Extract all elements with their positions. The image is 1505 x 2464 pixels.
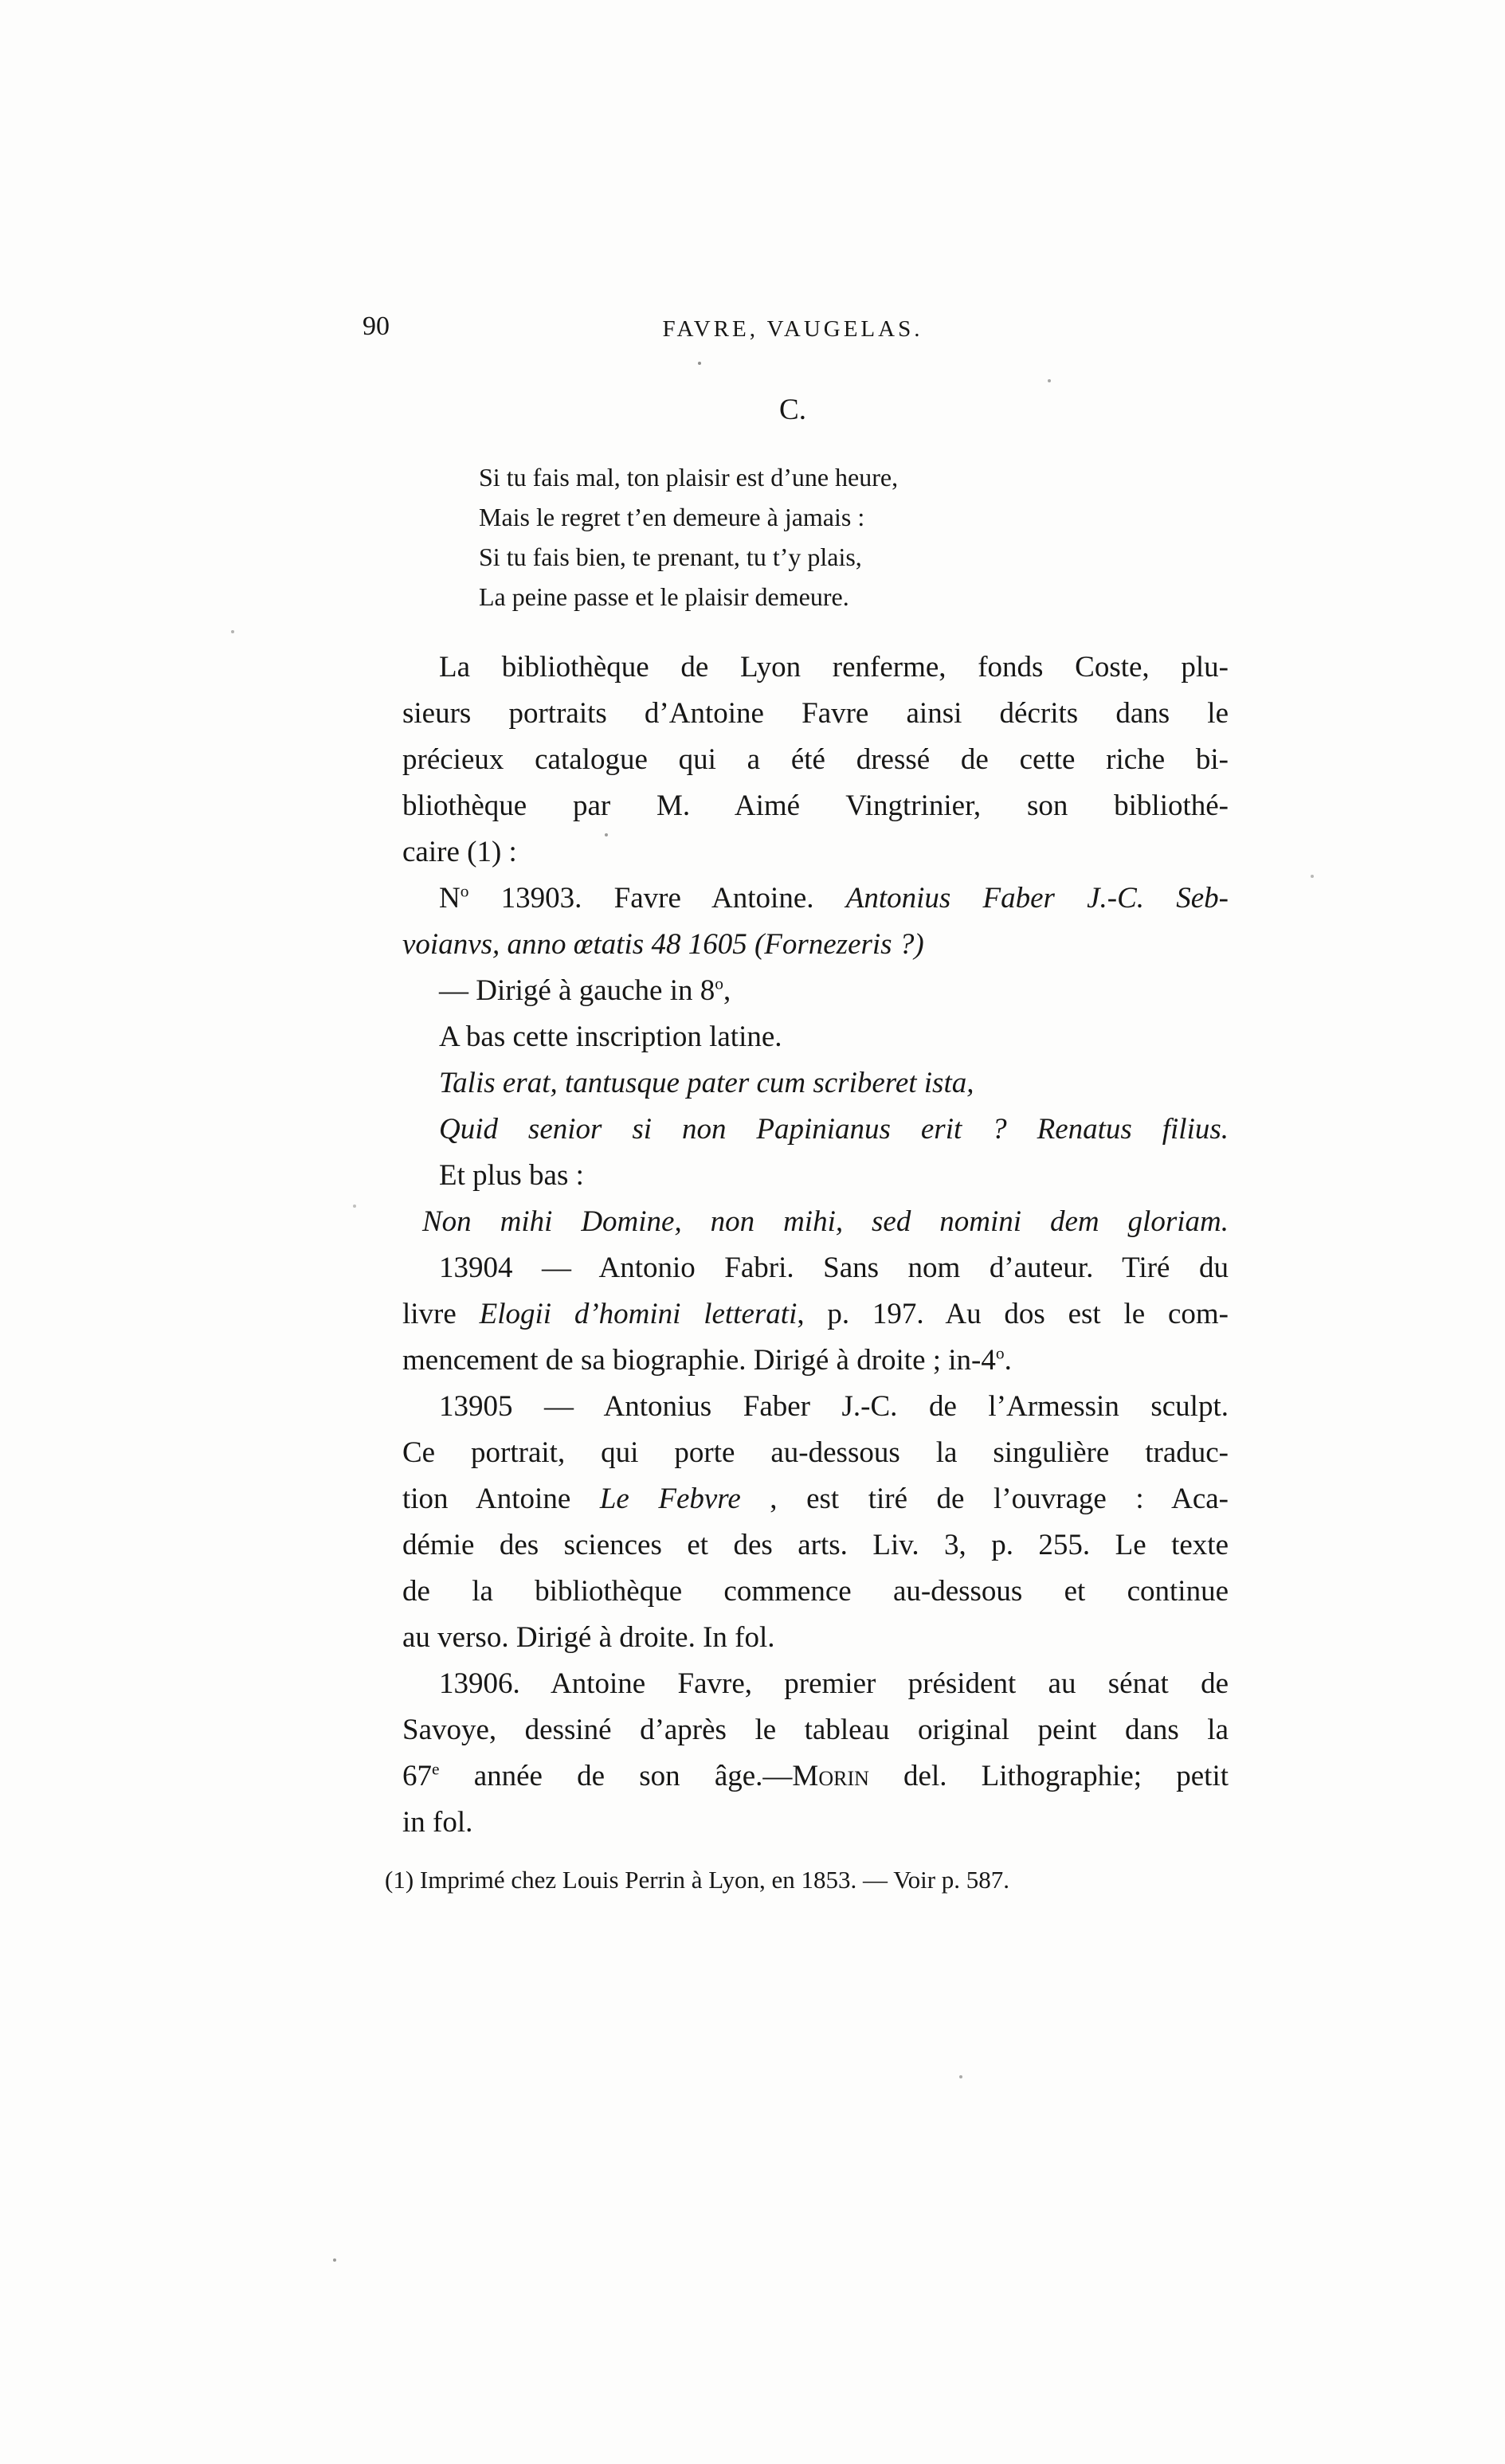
body-line bbox=[402, 1107, 1229, 1153]
body-line bbox=[402, 737, 1229, 783]
text-run: A bas cette inscription latine. bbox=[439, 1020, 782, 1053]
body-line bbox=[402, 1522, 1229, 1569]
page-number: 90 bbox=[363, 311, 390, 341]
text-run: voianvs, anno œtatis 48 1605 (Fornezeris ?) bbox=[402, 928, 924, 961]
text-run: Savoye, dessiné d’après le tableau original peint dans la bbox=[402, 1714, 1229, 1746]
text-run: — Dirigé à gauche in 8 bbox=[439, 974, 715, 1007]
poem-line: Mais le regret t’en demeure à jamais : bbox=[479, 503, 865, 531]
text-run: Morin bbox=[792, 1760, 869, 1792]
text-run: année de son âge.— bbox=[439, 1760, 793, 1792]
body-line bbox=[402, 1615, 1229, 1661]
text-run: Ce portrait, qui porte au-dessous la singulière traduc- bbox=[402, 1436, 1229, 1469]
body-line bbox=[402, 1800, 1229, 1846]
body-line bbox=[402, 1753, 1229, 1800]
text-run: au verso. Dirigé à droite. In fol. bbox=[402, 1621, 775, 1654]
body-line bbox=[402, 1476, 1229, 1522]
body-line bbox=[402, 783, 1229, 829]
body-line bbox=[402, 1569, 1229, 1615]
body-line bbox=[402, 1153, 1229, 1199]
text-run: o bbox=[715, 973, 723, 993]
body-line bbox=[402, 1430, 1229, 1476]
poem bbox=[479, 457, 898, 617]
text-run: 13905 — Antonius Faber J.-C. de l’Armessin sculpt. bbox=[439, 1390, 1229, 1423]
body-line bbox=[402, 1384, 1229, 1430]
body-line bbox=[402, 1199, 1229, 1245]
text-run: , p. 197. Au dos est le com- bbox=[797, 1298, 1229, 1330]
text-run: Quid senior si non Papinianus erit ? Renatus filius. bbox=[439, 1113, 1229, 1146]
poem-line: La peine passe et le plaisir demeure. bbox=[479, 582, 849, 611]
text-run: caire (1) : bbox=[402, 836, 517, 868]
text-run: e bbox=[432, 1759, 440, 1779]
section-letter: C. bbox=[779, 394, 806, 426]
body-line bbox=[402, 1291, 1229, 1338]
text-run: 13903. Favre Antoine. bbox=[468, 882, 846, 915]
text-run: del. Lithographie; petit bbox=[868, 1760, 1229, 1792]
text-run: o bbox=[460, 881, 469, 901]
footnote: (1) Imprimé chez Louis Perrin à Lyon, en 1853. — Voir p. 587. bbox=[385, 1866, 1010, 1894]
poem-line: Si tu fais mal, ton plaisir est d’une heure, bbox=[479, 463, 899, 492]
text-run: , est tiré de l’ouvrage : Aca- bbox=[740, 1483, 1229, 1515]
text-run: 67 bbox=[402, 1760, 432, 1792]
text-run: N bbox=[439, 882, 461, 915]
text-run: , bbox=[723, 974, 731, 1007]
body-line bbox=[402, 691, 1229, 737]
text-run: La bibliothèque de Lyon renferme, fonds Coste, plu- bbox=[439, 651, 1229, 684]
scan-speckles bbox=[0, 0, 2, 2]
body-line bbox=[402, 1707, 1229, 1753]
text-run: Le Febvre bbox=[599, 1483, 741, 1515]
running-title: FAVRE, VAUGELAS. bbox=[662, 316, 923, 342]
text-run: de la bibliothèque commence au-dessous et continue bbox=[402, 1575, 1229, 1608]
text-run: tion Antoine bbox=[402, 1483, 600, 1515]
body-line bbox=[402, 829, 1229, 876]
text-run: Et plus bas : bbox=[439, 1159, 584, 1192]
text-run: Talis erat, tantusque pater cum scriberet ista, bbox=[439, 1067, 974, 1099]
body-line bbox=[402, 644, 1229, 691]
text-run: 13904 — Antonio Fabri. Sans nom d’auteur. Tiré du bbox=[439, 1252, 1229, 1284]
text-run: bliothèque par M. Aimé Vingtrinier, son bibliothé- bbox=[402, 789, 1229, 822]
text-run: in fol. bbox=[402, 1806, 473, 1839]
text-run: Antonius Faber J.-C. Seb- bbox=[845, 882, 1229, 915]
text-run: livre bbox=[402, 1298, 480, 1330]
body-line bbox=[402, 968, 1229, 1014]
text-run: démie des sciences et des arts. Liv. 3, p. 255. Le texte bbox=[402, 1529, 1229, 1561]
text-run: précieux catalogue qui a été dressé de cette riche bi- bbox=[402, 743, 1229, 776]
body-line bbox=[402, 1245, 1229, 1291]
poem-line: Si tu fais bien, te prenant, tu t’y plais, bbox=[479, 543, 862, 571]
body-line bbox=[402, 1661, 1229, 1707]
body-line bbox=[402, 922, 1229, 968]
text-run: Elogii d’homini letterati bbox=[479, 1298, 798, 1330]
text-run: 13906. Antoine Favre, premier président au sénat de bbox=[439, 1667, 1229, 1700]
text-run: sieurs portraits d’Antoine Favre ainsi décrits dans le bbox=[402, 697, 1229, 730]
body-line bbox=[402, 1060, 1229, 1107]
body-line bbox=[402, 876, 1229, 922]
text-run: Non mihi Domine, non mihi, sed nomini dem gloriam. bbox=[422, 1205, 1229, 1238]
text-run: mencement de sa biographie. Dirigé à droite ; in-4 bbox=[402, 1344, 996, 1377]
catalog-text bbox=[402, 644, 1229, 1846]
body-line bbox=[402, 1338, 1229, 1384]
body-line bbox=[402, 1014, 1229, 1060]
text-run: . bbox=[1004, 1344, 1012, 1377]
text-run: o bbox=[995, 1343, 1005, 1363]
